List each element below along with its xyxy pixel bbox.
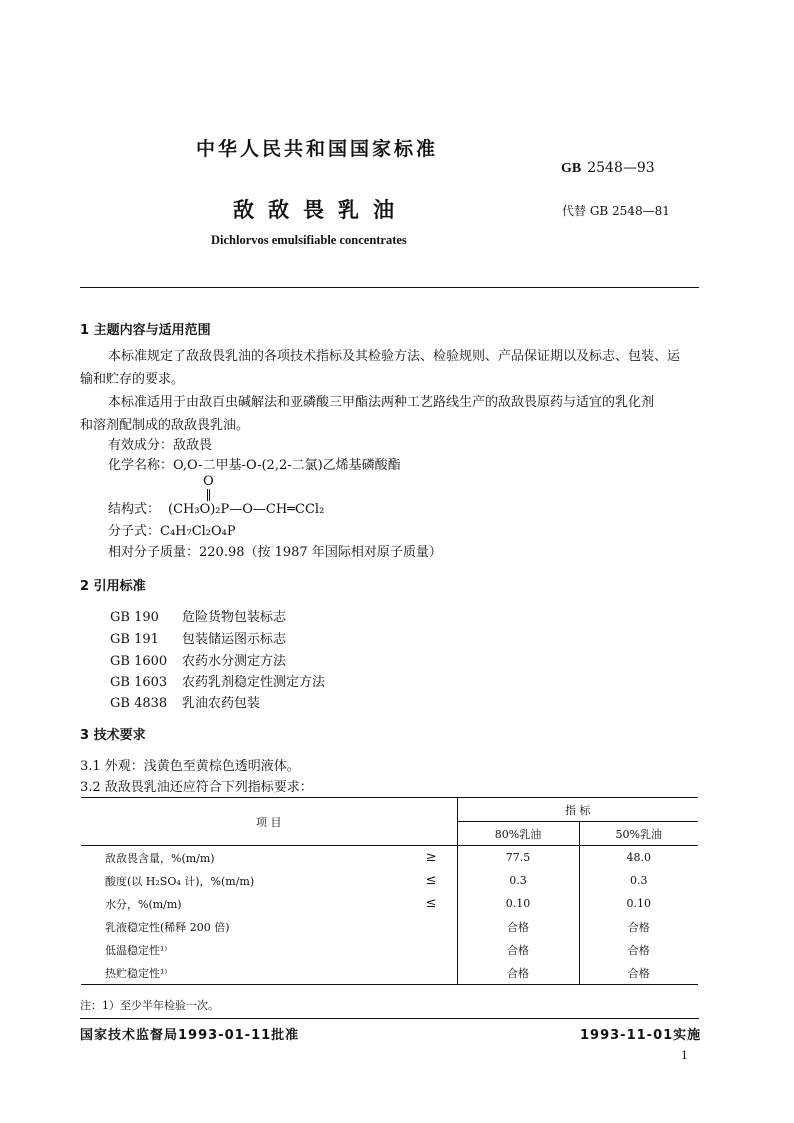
reference-item bbox=[110, 692, 260, 711]
reference-title: 农药乳剂稳定性测定方法 bbox=[182, 675, 326, 690]
spec-table bbox=[81, 797, 698, 985]
row-value-80: 0.3 bbox=[457, 869, 579, 892]
structure-formula: (CH₃O)₂P—O—CH═CCl₂ bbox=[168, 502, 325, 517]
row-symbol: ≥ bbox=[425, 850, 437, 865]
reference-item bbox=[110, 650, 286, 669]
row-item-name: 酸度(以 H₂SO₄ 计)，%(m/m) bbox=[105, 874, 255, 888]
row-value-80: 合格 bbox=[457, 938, 579, 961]
reference-code: GB 190 bbox=[110, 610, 159, 625]
row-item-name: 水分，%(m/m) bbox=[105, 897, 182, 911]
header-80-cell: 80%乳油 bbox=[457, 822, 579, 846]
reference-title: 危险货物包装标志 bbox=[182, 610, 287, 625]
table-row bbox=[81, 846, 698, 870]
molecular-weight: 相对分子质量：220.98（按 1987 年国际相对原子质量） bbox=[108, 545, 442, 560]
row-symbol: ≤ bbox=[425, 896, 437, 911]
row-value-50: 合格 bbox=[579, 961, 698, 985]
document-title: 敌敌畏乳油 bbox=[233, 198, 408, 222]
table-row bbox=[81, 938, 698, 961]
section1-heading: 1 主题内容与适用范围 bbox=[80, 323, 211, 338]
table-row bbox=[81, 915, 698, 938]
header-50-cell: 50%乳油 bbox=[579, 822, 698, 846]
reference-code: GB 1600 bbox=[110, 654, 168, 669]
reference-item bbox=[110, 671, 325, 690]
row-value-50: 0.10 bbox=[579, 892, 698, 915]
reference-title: 包装储运图示标志 bbox=[182, 632, 287, 647]
section2-heading: 2 引用标准 bbox=[80, 579, 146, 594]
effective-date: 1993-11-01实施 bbox=[580, 1028, 702, 1043]
reference-item bbox=[110, 606, 286, 625]
row-value-50: 48.0 bbox=[579, 846, 698, 870]
section1-para1-cont: 输和贮存的要求。 bbox=[80, 372, 185, 387]
section1-para2-cont: 和溶剂配制成的敌敌畏乳油。 bbox=[80, 418, 250, 433]
active-ingredient: 有效成分：敌敌畏 bbox=[108, 438, 213, 453]
reference-item bbox=[110, 628, 286, 647]
standard-code-prefix: GB bbox=[561, 161, 582, 176]
row-value-80: 合格 bbox=[457, 961, 579, 985]
standard-code bbox=[561, 160, 655, 177]
row-symbol bbox=[394, 938, 457, 961]
structure-oxygen: O bbox=[203, 474, 214, 489]
section1-para2: 本标准适用于由敌百虫碱解法和亚磷酸三甲酯法两种工艺路线生产的敌敌畏原药与适宜的乳化剂 bbox=[108, 395, 655, 410]
standard-code-number: 2548—93 bbox=[587, 160, 655, 176]
item-3-2: 3.2 敌敌畏乳油还应符合下列指标要求： bbox=[80, 780, 313, 795]
table-row bbox=[81, 961, 698, 985]
structure-label: 结构式： bbox=[108, 502, 161, 517]
row-value-50: 合格 bbox=[579, 915, 698, 938]
row-value-80: 合格 bbox=[457, 915, 579, 938]
table-note: 注：1）至少半年检验一次。 bbox=[80, 999, 219, 1012]
row-item-name: 低温稳定性¹⁾ bbox=[105, 943, 168, 957]
row-value-50: 合格 bbox=[579, 938, 698, 961]
row-symbol bbox=[394, 915, 457, 938]
header-item-cell: 项 目 bbox=[81, 798, 457, 846]
header-index-cell: 指 标 bbox=[457, 798, 698, 822]
reference-title: 农药水分测定方法 bbox=[182, 654, 287, 669]
reference-code: GB 191 bbox=[110, 632, 159, 647]
replaces-standard: 代替 GB 2548—81 bbox=[562, 204, 670, 218]
row-item-name: 热贮稳定性¹⁾ bbox=[81, 961, 394, 985]
reference-code: GB 4838 bbox=[110, 696, 168, 711]
row-item-name: 敌敌畏含量，%(m/m) bbox=[105, 851, 215, 865]
english-title: Dichlorvos emulsifiable concentrates bbox=[211, 233, 407, 247]
page-number: 1 bbox=[681, 1049, 688, 1062]
row-symbol: ≤ bbox=[425, 873, 437, 888]
table-row bbox=[81, 869, 698, 892]
standard-title: 中华人民共和国国家标准 bbox=[196, 138, 439, 160]
header-divider bbox=[80, 287, 699, 288]
table-row bbox=[81, 892, 698, 915]
section1-para1: 本标准规定了敌敌畏乳油的各项技术指标及其检验方法、检验规则、产品保证期以及标志、包装、运 bbox=[108, 349, 681, 364]
item-3-1: 3.1 外观：浅黄色至黄棕色透明液体。 bbox=[80, 759, 300, 774]
row-value-50: 0.3 bbox=[579, 869, 698, 892]
molecular-formula: 分子式：C₄H₇Cl₂O₄P bbox=[108, 524, 236, 539]
footer-divider bbox=[80, 1018, 699, 1019]
row-value-80: 77.5 bbox=[457, 846, 579, 870]
table-header-row bbox=[81, 798, 698, 822]
section3-heading: 3 技术要求 bbox=[80, 728, 146, 743]
reference-title: 乳油农药包装 bbox=[182, 696, 261, 711]
row-item-name: 乳液稳定性(稀释 200 倍) bbox=[105, 920, 230, 934]
row-value-80: 0.10 bbox=[457, 892, 579, 915]
chemical-name: 化学名称：O,O-二甲基-O-(2,2-二氯)乙烯基磷酸酯 bbox=[108, 458, 401, 473]
approval-date: 国家技术监督局1993-01-11批准 bbox=[80, 1028, 300, 1043]
row-symbol bbox=[394, 961, 457, 985]
reference-code: GB 1603 bbox=[110, 675, 168, 690]
